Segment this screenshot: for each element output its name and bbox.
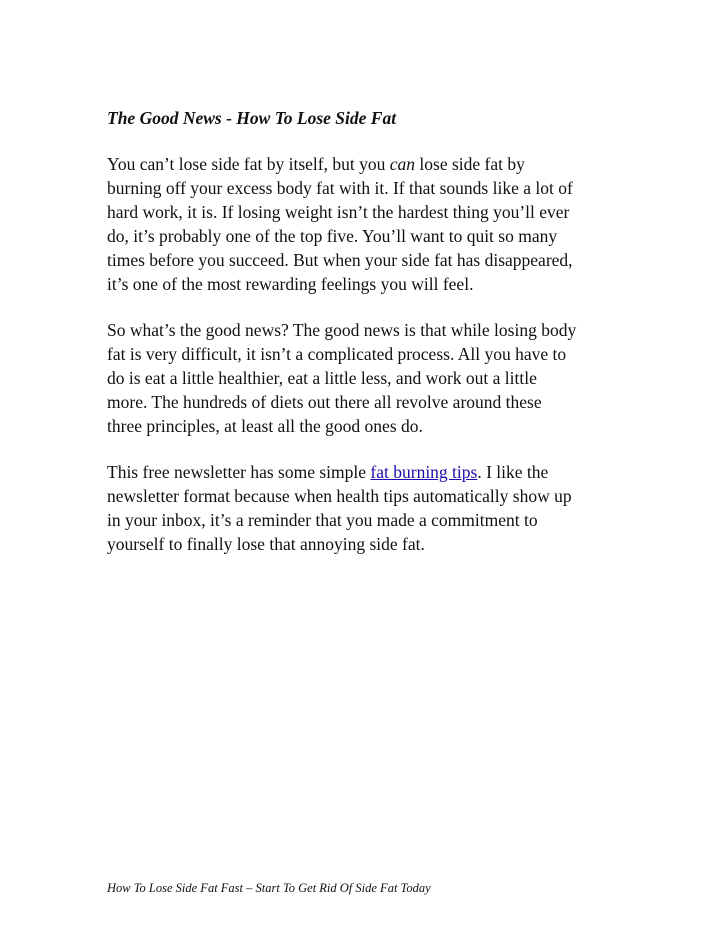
paragraph-2-line-5: three principles, at least all the good ones do.: [107, 416, 423, 436]
paragraph-1-line-4: do, it’s probably one of the top five. You’ll want to quit so many: [107, 226, 558, 246]
paragraph-2-line-1: So what’s the good news? The good news is that while losing body: [107, 320, 577, 340]
paragraph-2-line-3: do is eat a little healthier, eat a little less, and work out a little: [107, 368, 537, 388]
paragraph-3-line-3: in your inbox, it’s a reminder that you made a commitment to: [107, 510, 538, 530]
paragraph-1-line-1-text-start: You can’t lose side fat by itself, but you: [107, 154, 390, 174]
paragraph-1-line-1-text-end: lose side fat by: [415, 154, 525, 174]
paragraph-1: [107, 152, 627, 296]
fat-burning-tips-link[interactable]: fat burning tips: [370, 462, 478, 482]
paragraph-1-line-6: it’s one of the most rewarding feelings you will feel.: [107, 274, 474, 294]
document-body: [107, 106, 627, 578]
paragraph-1-line-1: [107, 152, 627, 176]
emphasis-can: can: [389, 154, 416, 174]
paragraph-3: [107, 460, 627, 556]
document-title: The Good News - How To Lose Side Fat: [107, 108, 397, 128]
paragraph-3-line-1: [107, 460, 627, 484]
page-footer: How To Lose Side Fat Fast – Start To Get Rid Of Side Fat Today: [107, 881, 431, 895]
paragraph-3-line-1-text-end: . I like the: [477, 462, 549, 482]
paragraph-1-line-5: times before you succeed. But when your side fat has disappeared,: [107, 250, 573, 270]
paragraph-2-line-4: more. The hundreds of diets out there all revolve around these: [107, 392, 542, 412]
paragraph-3-line-2: newsletter format because when health tips automatically show up: [107, 486, 572, 506]
paragraph-1-line-3: hard work, it is. If losing weight isn’t the hardest thing you’ll ever: [107, 202, 570, 222]
paragraph-2: [107, 318, 627, 438]
paragraph-1-line-2: burning off your excess body fat with it. If that sounds like a lot of: [107, 178, 573, 198]
paragraph-3-line-4: yourself to finally lose that annoying side fat.: [107, 534, 425, 554]
paragraph-3-line-1-text-start: This free newsletter has some simple: [107, 462, 371, 482]
paragraph-2-line-2: fat is very difficult, it isn’t a complicated process. All you have to: [107, 344, 567, 364]
